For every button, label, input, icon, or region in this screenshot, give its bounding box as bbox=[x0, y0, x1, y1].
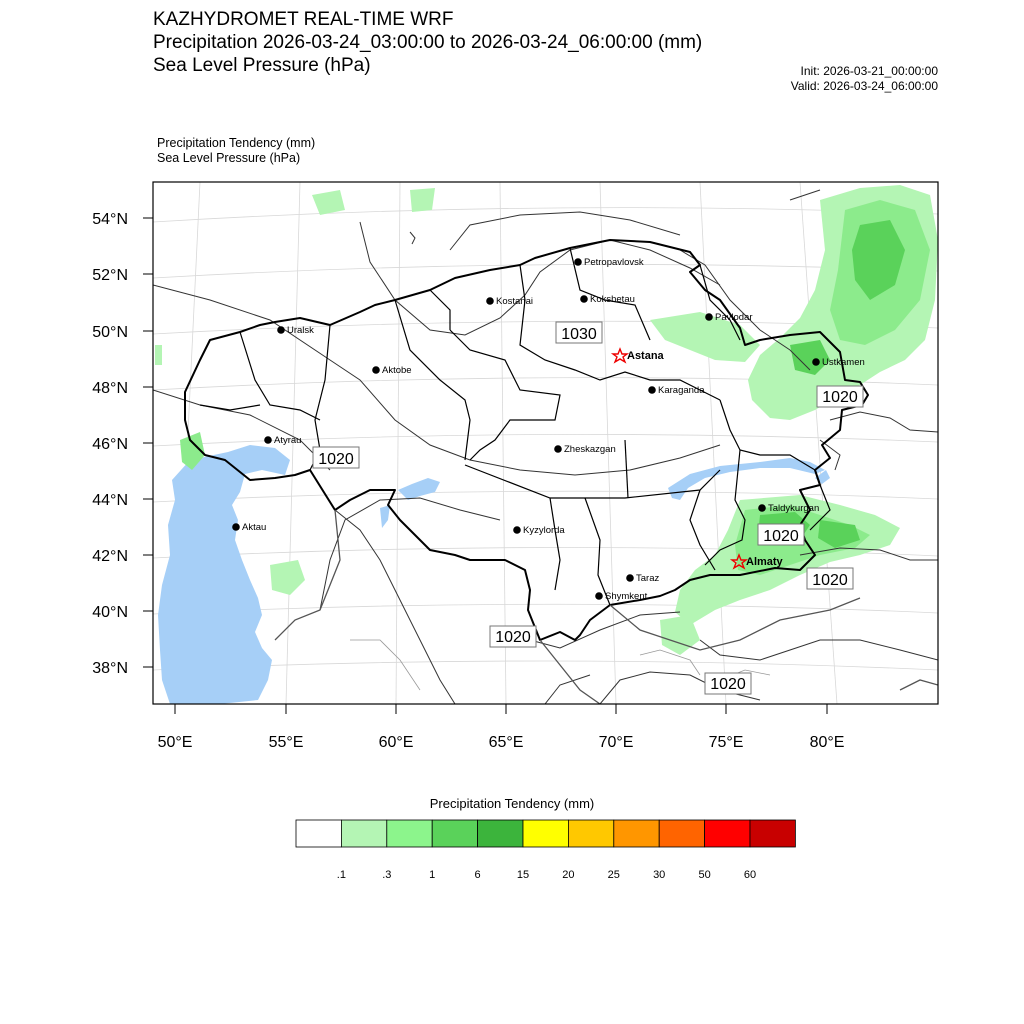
colorbar-swatch bbox=[705, 820, 750, 847]
lat-label-48: 48°N bbox=[92, 380, 128, 397]
lon-label-50: 50°E bbox=[157, 734, 193, 751]
city-label-uralsk: Uralsk bbox=[287, 325, 314, 336]
colorbar-title: Precipitation Tendency (mm) bbox=[429, 796, 595, 811]
lon-label-80: 80°E bbox=[809, 734, 845, 751]
colorbar-tick-label: 15 bbox=[516, 869, 530, 881]
city-label-aktobe: Aktobe bbox=[382, 365, 412, 376]
city-dot-atyrau bbox=[264, 436, 272, 444]
colorbar-swatch bbox=[296, 820, 341, 847]
title-line-3: Sea Level Pressure (hPa) bbox=[153, 55, 371, 76]
subtitle-line-2: Sea Level Pressure (hPa) bbox=[157, 151, 301, 165]
city-dot-uralsk bbox=[277, 326, 285, 334]
lat-label-40: 40°N bbox=[92, 604, 128, 621]
city-label-kyzylorda: Kyzylorda bbox=[523, 525, 565, 536]
colorbar-swatch bbox=[750, 820, 795, 847]
city-dot-petropavlovsk bbox=[574, 258, 582, 266]
contour-label-1020-c: 1020 bbox=[763, 528, 799, 545]
contour-label-1020-d: 1020 bbox=[812, 572, 848, 589]
lon-label-65: 65°E bbox=[488, 734, 524, 751]
latitude-axis bbox=[92, 211, 153, 677]
city-dot-taraz bbox=[626, 574, 634, 582]
lat-label-46: 46°N bbox=[92, 436, 128, 453]
colorbar-tick-label: 25 bbox=[607, 869, 620, 881]
contour-label-1020-e: 1020 bbox=[495, 629, 531, 646]
title-line-2: Precipitation 2026-03-24_03:00:00 to 2026-03-24_06:00:00 (mm) bbox=[153, 32, 703, 53]
lon-label-60: 60°E bbox=[378, 734, 414, 751]
lat-label-42: 42°N bbox=[92, 548, 128, 565]
colorbar-tick-label: .1 bbox=[336, 869, 346, 881]
city-dot-ustkamen bbox=[812, 358, 820, 366]
precip-area-west-edge bbox=[155, 345, 162, 365]
city-dot-pavlodar bbox=[705, 313, 713, 321]
city-label-kostanai: Kostanai bbox=[496, 296, 533, 307]
map-plot-area bbox=[153, 182, 938, 704]
city-dot-zheskazgan bbox=[554, 445, 562, 453]
colorbar-swatch bbox=[614, 820, 659, 847]
longitude-axis bbox=[158, 704, 845, 751]
city-label-karaganda: Karaganda bbox=[658, 385, 705, 396]
city-dot-aktau bbox=[232, 523, 240, 531]
city-dot-karaganda bbox=[648, 386, 656, 394]
colorbar-tick-label: 6 bbox=[474, 869, 481, 881]
city-label-taldykurgan: Taldykurgan bbox=[768, 503, 820, 514]
lat-label-54: 54°N bbox=[92, 211, 128, 228]
city-label-ustkamen: Ustkamen bbox=[822, 357, 865, 368]
city-label-astana: Astana bbox=[627, 350, 664, 362]
contour-label-1020-a: 1020 bbox=[318, 451, 354, 468]
valid-time: Valid: 2026-03-24_06:00:00 bbox=[790, 79, 938, 93]
precip-area-north-2 bbox=[410, 188, 435, 212]
title-line-1: KAZHYDROMET REAL-TIME WRF bbox=[153, 9, 454, 30]
city-label-zheskazgan: Zheskazgan bbox=[564, 444, 616, 455]
colorbar-swatch bbox=[341, 820, 386, 847]
city-dot-aktobe bbox=[372, 366, 380, 374]
colorbar-tick-label: .3 bbox=[382, 869, 392, 881]
city-dot-kostanai bbox=[486, 297, 494, 305]
lat-label-52: 52°N bbox=[92, 267, 128, 284]
colorbar-swatch bbox=[387, 820, 432, 847]
city-label-aktau: Aktau bbox=[242, 522, 267, 533]
contour-label-1020-f: 1020 bbox=[710, 676, 746, 693]
colorbar-tick-label: 20 bbox=[562, 869, 575, 881]
city-label-taraz: Taraz bbox=[636, 573, 660, 584]
contour-label-1030: 1030 bbox=[561, 326, 597, 343]
city-dot-kyzylorda bbox=[513, 526, 521, 534]
subtitle-line-1: Precipitation Tendency (mm) bbox=[157, 136, 316, 150]
colorbar-tick-label: 60 bbox=[743, 869, 757, 881]
city-label-atyrau: Atyrau bbox=[274, 435, 302, 446]
colorbar-swatch bbox=[523, 820, 568, 847]
map-background bbox=[153, 182, 938, 704]
city-dot-kokshetau bbox=[580, 295, 588, 303]
city-dot-taldykurgan bbox=[758, 504, 766, 512]
lon-label-70: 70°E bbox=[598, 734, 634, 751]
lat-label-44: 44°N bbox=[92, 492, 128, 509]
city-label-shymkent: Shymkent bbox=[605, 591, 648, 602]
city-label-petropavlovsk: Petropavlovsk bbox=[584, 257, 644, 268]
colorbar bbox=[296, 820, 795, 881]
city-label-almaty: Almaty bbox=[746, 556, 783, 568]
lat-tick-marks bbox=[143, 218, 153, 667]
colorbar-swatch bbox=[478, 820, 523, 847]
lat-label-50: 50°N bbox=[92, 324, 128, 341]
colorbar-swatch bbox=[659, 820, 704, 847]
lon-label-55: 55°E bbox=[268, 734, 304, 751]
colorbar-swatch bbox=[432, 820, 477, 847]
city-label-kokshetau: Kokshetau bbox=[590, 294, 635, 305]
colorbar-tick-label: 1 bbox=[429, 869, 436, 881]
contour-label-1020-b: 1020 bbox=[822, 389, 858, 406]
city-dot-shymkent bbox=[595, 592, 603, 600]
colorbar-tick-label: 50 bbox=[698, 869, 711, 881]
colorbar-tick-label: 30 bbox=[653, 869, 666, 881]
city-label-pavlodar: Pavlodar bbox=[715, 312, 753, 323]
init-time: Init: 2026-03-21_00:00:00 bbox=[800, 64, 938, 78]
lon-label-75: 75°E bbox=[708, 734, 744, 751]
lat-label-38: 38°N bbox=[92, 660, 128, 677]
colorbar-swatch bbox=[568, 820, 613, 847]
lon-tick-marks bbox=[175, 704, 827, 714]
